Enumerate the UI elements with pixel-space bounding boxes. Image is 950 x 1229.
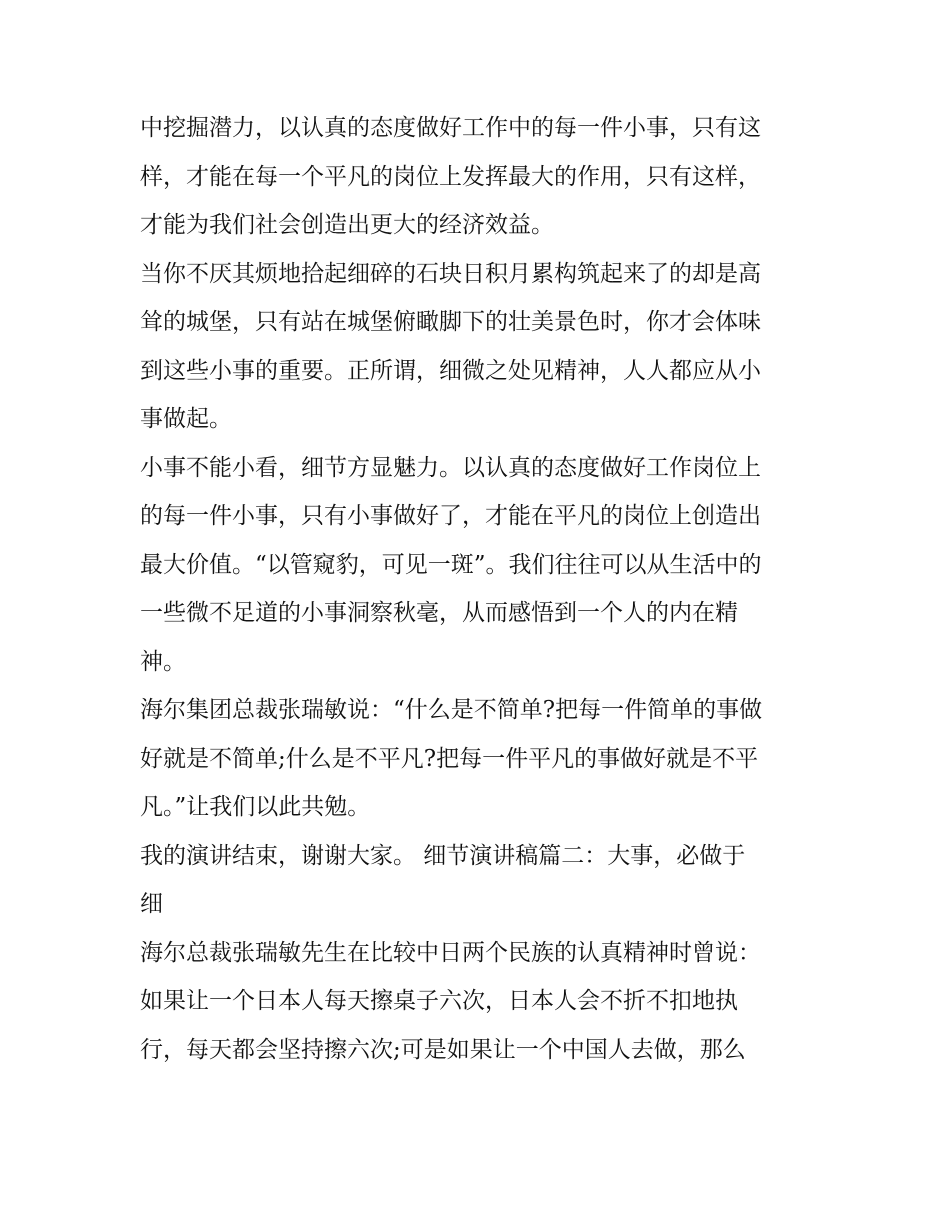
text-line: 好就是不简单;什么是不平凡?把每一件平凡的事做好就是不平 bbox=[140, 745, 759, 772]
text-line: 事做起。 bbox=[140, 406, 232, 432]
body-text bbox=[140, 104, 820, 1074]
text-line: 如果让一个日本人每天擦桌子六次，日本人会不折不扣地执 bbox=[140, 988, 738, 1014]
text-line: 到这些小事的重要。正所谓，细微之处见精神，人人都应从小 bbox=[140, 357, 761, 384]
text-line: 的每一件小事，只有小事做好了，才能在平凡的岗位上创造出 bbox=[140, 503, 761, 529]
text-line: 一些微不足道的小事洞察秋毫，从而感悟到一个人的内在精 bbox=[140, 600, 738, 626]
text-line: 小事不能小看，细节方显魅力。以认真的态度做好工作岗位上 bbox=[140, 454, 761, 481]
text-line: 神。 bbox=[140, 648, 186, 675]
text-line: 海尔总裁张瑞敏先生在比较中日两个民族的认真精神时曾说： bbox=[140, 939, 761, 966]
text-line: 海尔集团总裁张瑞敏说：“什么是不简单?把每一件简单的事做 bbox=[140, 697, 763, 723]
text-line: 我的演讲结束，谢谢大家。 细节演讲稿篇二：大事，必做于 bbox=[140, 842, 746, 869]
text-line: 凡。”让我们以此共勉。 bbox=[140, 794, 371, 820]
text-line: 行，每天都会坚持擦六次;可是如果让一个中国人去做，那么 bbox=[140, 1036, 746, 1063]
text-line: 才能为我们社会创造出更大的经济效益。 bbox=[140, 212, 554, 238]
text-line: 最大价值。“以管窥豹，可见一斑”。我们往往可以从生活中的 bbox=[140, 551, 762, 578]
text-line: 耸的城堡，只有站在城堡俯瞰脚下的壮美景色时，你才会体味 bbox=[140, 309, 761, 335]
text-line: 细 bbox=[140, 891, 163, 917]
text-line: 当你不厌其烦地拾起细碎的石块日积月累构筑起来了的却是高 bbox=[140, 260, 761, 287]
text-line: 样，才能在每一个平凡的岗位上发挥最大的作用，只有这样， bbox=[140, 163, 761, 190]
text-line: 中挖掘潜力，以认真的态度做好工作中的每一件小事，只有这 bbox=[140, 115, 761, 141]
